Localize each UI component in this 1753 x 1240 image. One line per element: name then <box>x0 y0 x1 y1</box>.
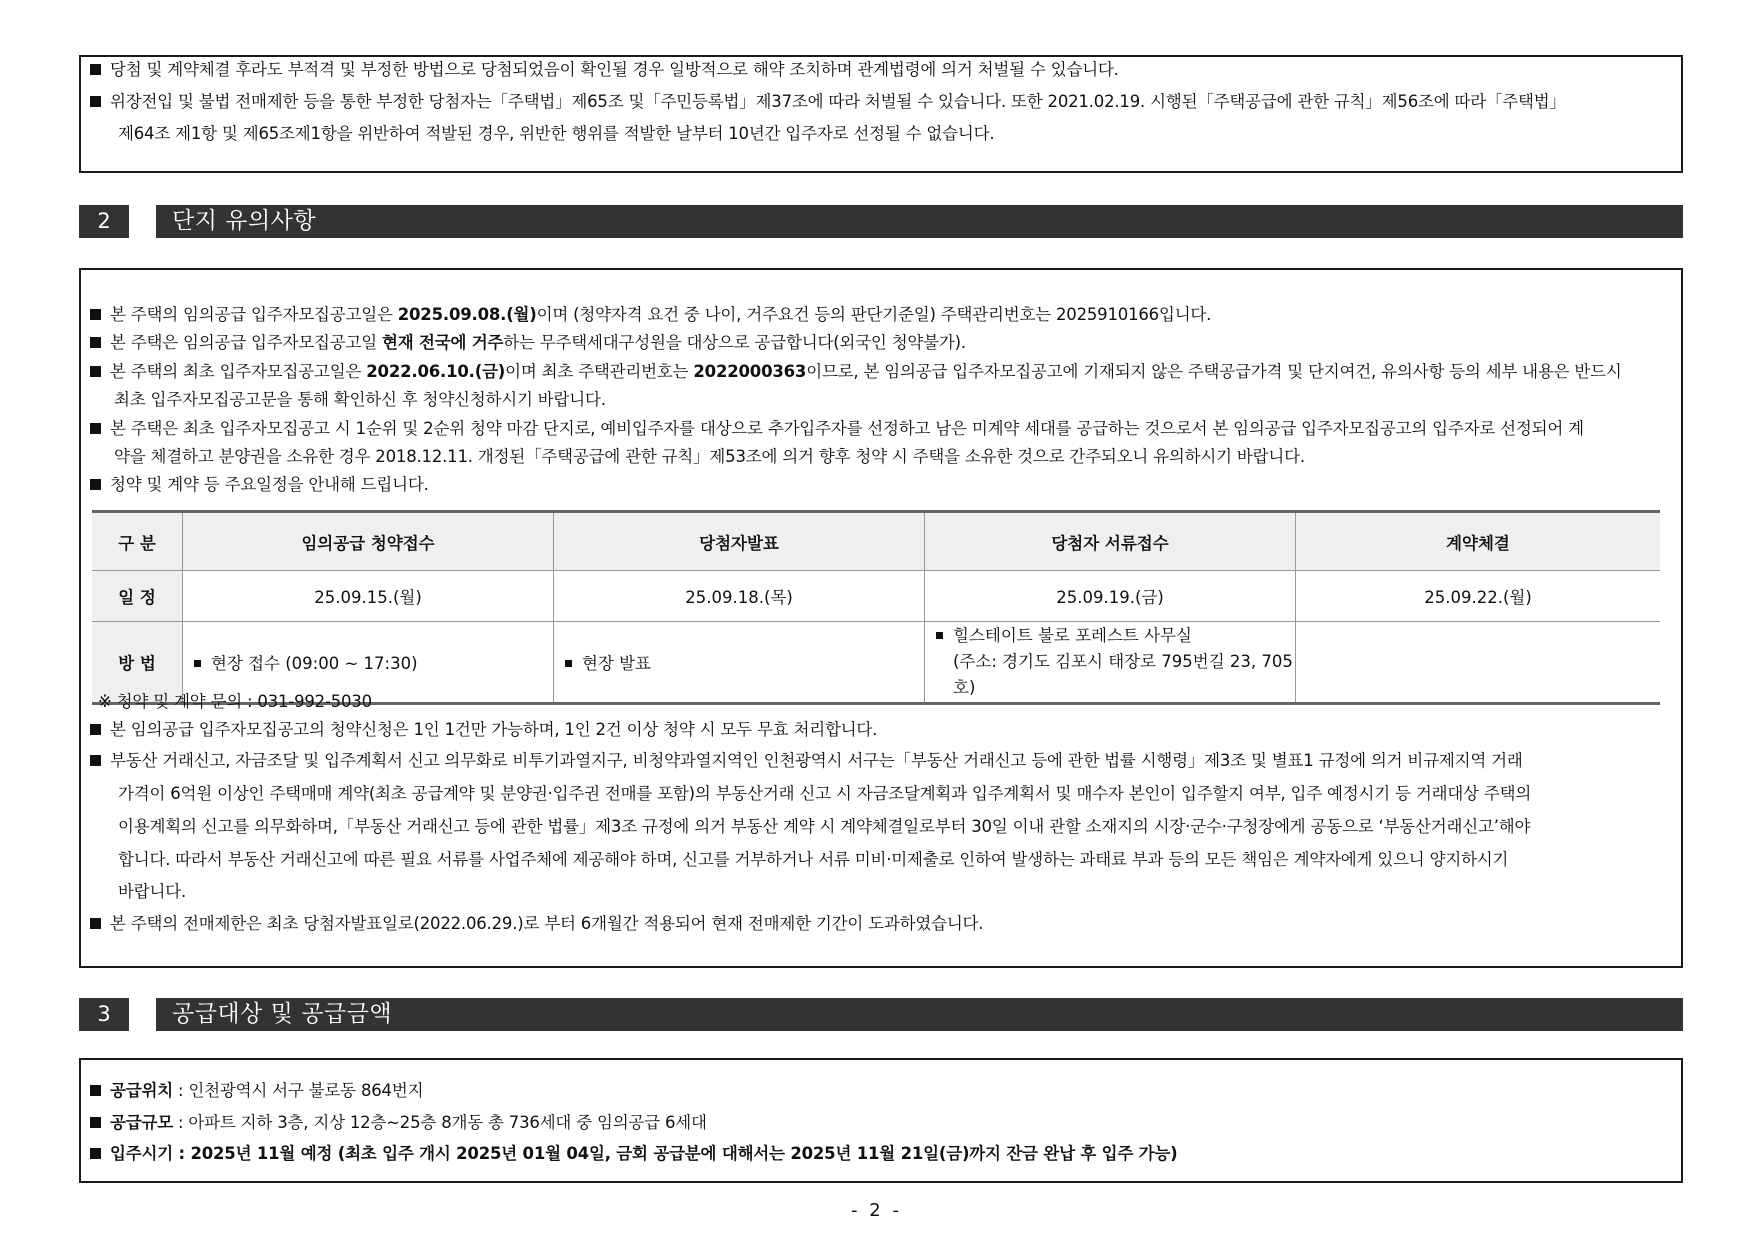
bullet-square-icon <box>90 337 101 348</box>
schedule-date-contract: 25.09.22.(월) <box>1296 571 1661 622</box>
bullet-square-icon <box>90 1085 101 1096</box>
bullet-square-icon <box>194 660 201 667</box>
bullet-square-icon <box>90 479 101 490</box>
schedule-header-application: 임의공급 청약접수 <box>183 512 554 571</box>
schedule-date-row <box>92 571 1660 622</box>
s2-para-5: 청약 및 계약 등 주요일정을 안내해 드립니다. <box>90 474 429 496</box>
move-in-period: 입주시기 : 2025년 11월 예정 (최초 입주 개시 2025년 01월 04일, 금회 공급분에 대해서는 2025년 11월 21일(금)까지 잔금 완납 후 입주 가능) <box>90 1143 1178 1165</box>
schedule-header-contract: 계약체결 <box>1296 512 1661 571</box>
s2-para-7-line-1: 부동산 거래신고, 자금조달 및 입주계획서 신고 의무화로 비투기과열지구, 비청약과열지역인 인천광역시 서구는「부동산 거래신고 등에 관한 법률 시행령」제3조 및 별표1 규정에 의거 비규제지역 거래 <box>90 750 1523 772</box>
schedule-method-application: 현장 접수 (09:00 ~ 17:30) <box>183 622 554 704</box>
schedule-header-announcement: 당첨자발표 <box>554 512 925 571</box>
bullet-square-icon <box>90 64 101 75</box>
schedule-date-announcement: 25.09.18.(목) <box>554 571 925 622</box>
bullet-square-icon <box>565 660 572 667</box>
supply-location: 공급위치 : 인천광역시 서구 불로동 864번지 <box>90 1080 423 1102</box>
s2-para-3: 본 주택의 최초 입주자모집공고일은 2022.06.10.(금)이며 최초 주택관리번호는 2022000363이므로, 본 임의공급 입주자모집공고에 기재되지 않은 주택공급가격 및 단지여건, 유의사항 등의 세부 내용은 반드시 <box>90 361 1622 383</box>
bullet-square-icon <box>90 1148 101 1159</box>
schedule-header-documents: 당첨자 서류접수 <box>925 512 1296 571</box>
s2-para-8: 본 주택의 전매제한은 최초 당첨자발표일로(2022.06.29.)로 부터 6개월간 적용되어 현재 전매제한 기간이 도과하였습니다. <box>90 913 983 935</box>
s2-contact: ※ 청약 및 계약 문의 : 031-992-5030 <box>98 692 372 711</box>
schedule-method-announcement: 현장 발표 <box>554 622 925 704</box>
section-3-number: 3 <box>79 998 129 1031</box>
bullet-square-icon <box>90 724 101 735</box>
bullet-square-icon <box>936 632 943 639</box>
page-number: - 2 - <box>851 1200 902 1221</box>
s2-para-7-line-3: 이용계획의 신고를 의무화하며,「부동산 거래신고 등에 관한 법률」제3조 규정에 의거 부동산 계약 시 계약체결일로부터 30일 이내 관할 소재지의 시장·군수·구청장에게 공동으로 ‘부동산거래신고’해야 <box>118 817 1531 836</box>
bullet-square-icon <box>90 918 101 929</box>
notice-line-2: 위장전입 및 불법 전매제한 등을 통한 부정한 당첨자는「주택법」제65조 및「주민등록법」제37조에 따라 처벌될 수 있습니다. 또한 2021.02.19. 시행된「주택공급에 관한 규칙」제56조에 따라「주택법」 <box>90 91 1566 113</box>
section-2-title: 단지 유의사항 <box>156 205 1683 238</box>
schedule-date-documents: 25.09.19.(금) <box>925 571 1296 622</box>
s2-para-7-line-4: 합니다. 따라서 부동산 거래신고에 따른 필요 서류를 사업주체에 제공해야 하며, 신고를 거부하거나 서류 미비·미제출로 인하여 발생하는 과태료 부과 등의 모든 책임은 계약자에게 있으니 양지하시기 <box>118 850 1509 869</box>
s2-para-7-line-5: 바랍니다. <box>118 882 187 901</box>
schedule-table <box>92 510 1660 705</box>
s2-para-6: 본 임의공급 입주자모집공고의 청약신청은 1인 1건만 가능하며, 1인 2건 이상 청약 시 모두 무효 처리합니다. <box>90 719 877 741</box>
notice-line-1: 당첨 및 계약체결 후라도 부적격 및 부정한 방법으로 당첨되었음이 확인될 경우 일방적으로 해약 조치하며 관계법령에 의거 처벌될 수 있습니다. <box>90 59 1119 81</box>
schedule-date-label: 일 정 <box>92 571 183 622</box>
schedule-header-category: 구 분 <box>92 512 183 571</box>
s2-para-7-line-2: 가격이 6억원 이상인 주택매매 계약(최초 공급계약 및 분양권·입주권 전매를 포함)의 부동산거래 신고 시 자금조달계획과 입주계획서 및 매수자 본인이 입주할지 여부, 입주 예정시기 등 거래대상 주택의 <box>118 784 1532 803</box>
schedule-header-row <box>92 512 1660 571</box>
s2-para-2: 본 주택은 임의공급 입주자모집공고일 현재 전국에 거주하는 무주택세대구성원을 대상으로 공급합니다(외국인 청약불가). <box>90 332 966 354</box>
bullet-square-icon <box>90 755 101 766</box>
section-3-title: 공급대상 및 공급금액 <box>156 998 1683 1031</box>
bullet-square-icon <box>90 309 101 320</box>
notice-line-3: 제64조 제1항 및 제65조제1항을 위반하여 적발된 경우, 위반한 행위를 적발한 날부터 10년간 입주자로 선정될 수 없습니다. <box>118 124 995 143</box>
s2-para-3-cont: 최초 입주자모집공고문을 통해 확인하신 후 청약신청하시기 바랍니다. <box>114 390 606 409</box>
s2-para-4-cont: 약을 체결하고 분양권을 소유한 경우 2018.12.11. 개정된「주택공급에 관한 규칙」제53조에 의거 향후 청약 시 주택을 소유한 것으로 간주되오니 유의하시기 바랍니다. <box>114 447 1305 466</box>
bullet-square-icon <box>90 96 101 107</box>
supply-scale: 공급규모 : 아파트 지하 3층, 지상 12층~25층 8개동 총 736세대 중 임의공급 6세대 <box>90 1112 707 1134</box>
schedule-date-application: 25.09.15.(월) <box>183 571 554 622</box>
bullet-square-icon <box>90 366 101 377</box>
s2-para-4: 본 주택은 최초 입주자모집공고 시 1순위 및 2순위 청약 마감 단지로, 예비입주자를 대상으로 추가입주자를 선정하고 남은 미계약 세대를 공급하는 것으로서 본 임의공급 입주자모집공고의 입주자로 선정되어 계 <box>90 418 1584 440</box>
bullet-square-icon <box>90 1117 101 1128</box>
schedule-method-documents: 힐스테이트 불로 포레스트 사무실 (주소: 경기도 김포시 태장로 795번길 23, 705호) <box>925 622 1296 704</box>
section-2-number: 2 <box>79 205 129 238</box>
s2-para-1: 본 주택의 임의공급 입주자모집공고일은 2025.09.08.(월)이며 (청약자격 요건 중 나이, 거주요건 등의 판단기준일) 주택관리번호는 2025910166입니다. <box>90 304 1211 326</box>
schedule-method-address: (주소: 경기도 김포시 태장로 795번길 23, 705호) <box>953 652 1293 697</box>
schedule-method-label: 방 법 <box>92 622 183 704</box>
bullet-square-icon <box>90 423 101 434</box>
schedule-method-contract <box>1296 622 1661 704</box>
